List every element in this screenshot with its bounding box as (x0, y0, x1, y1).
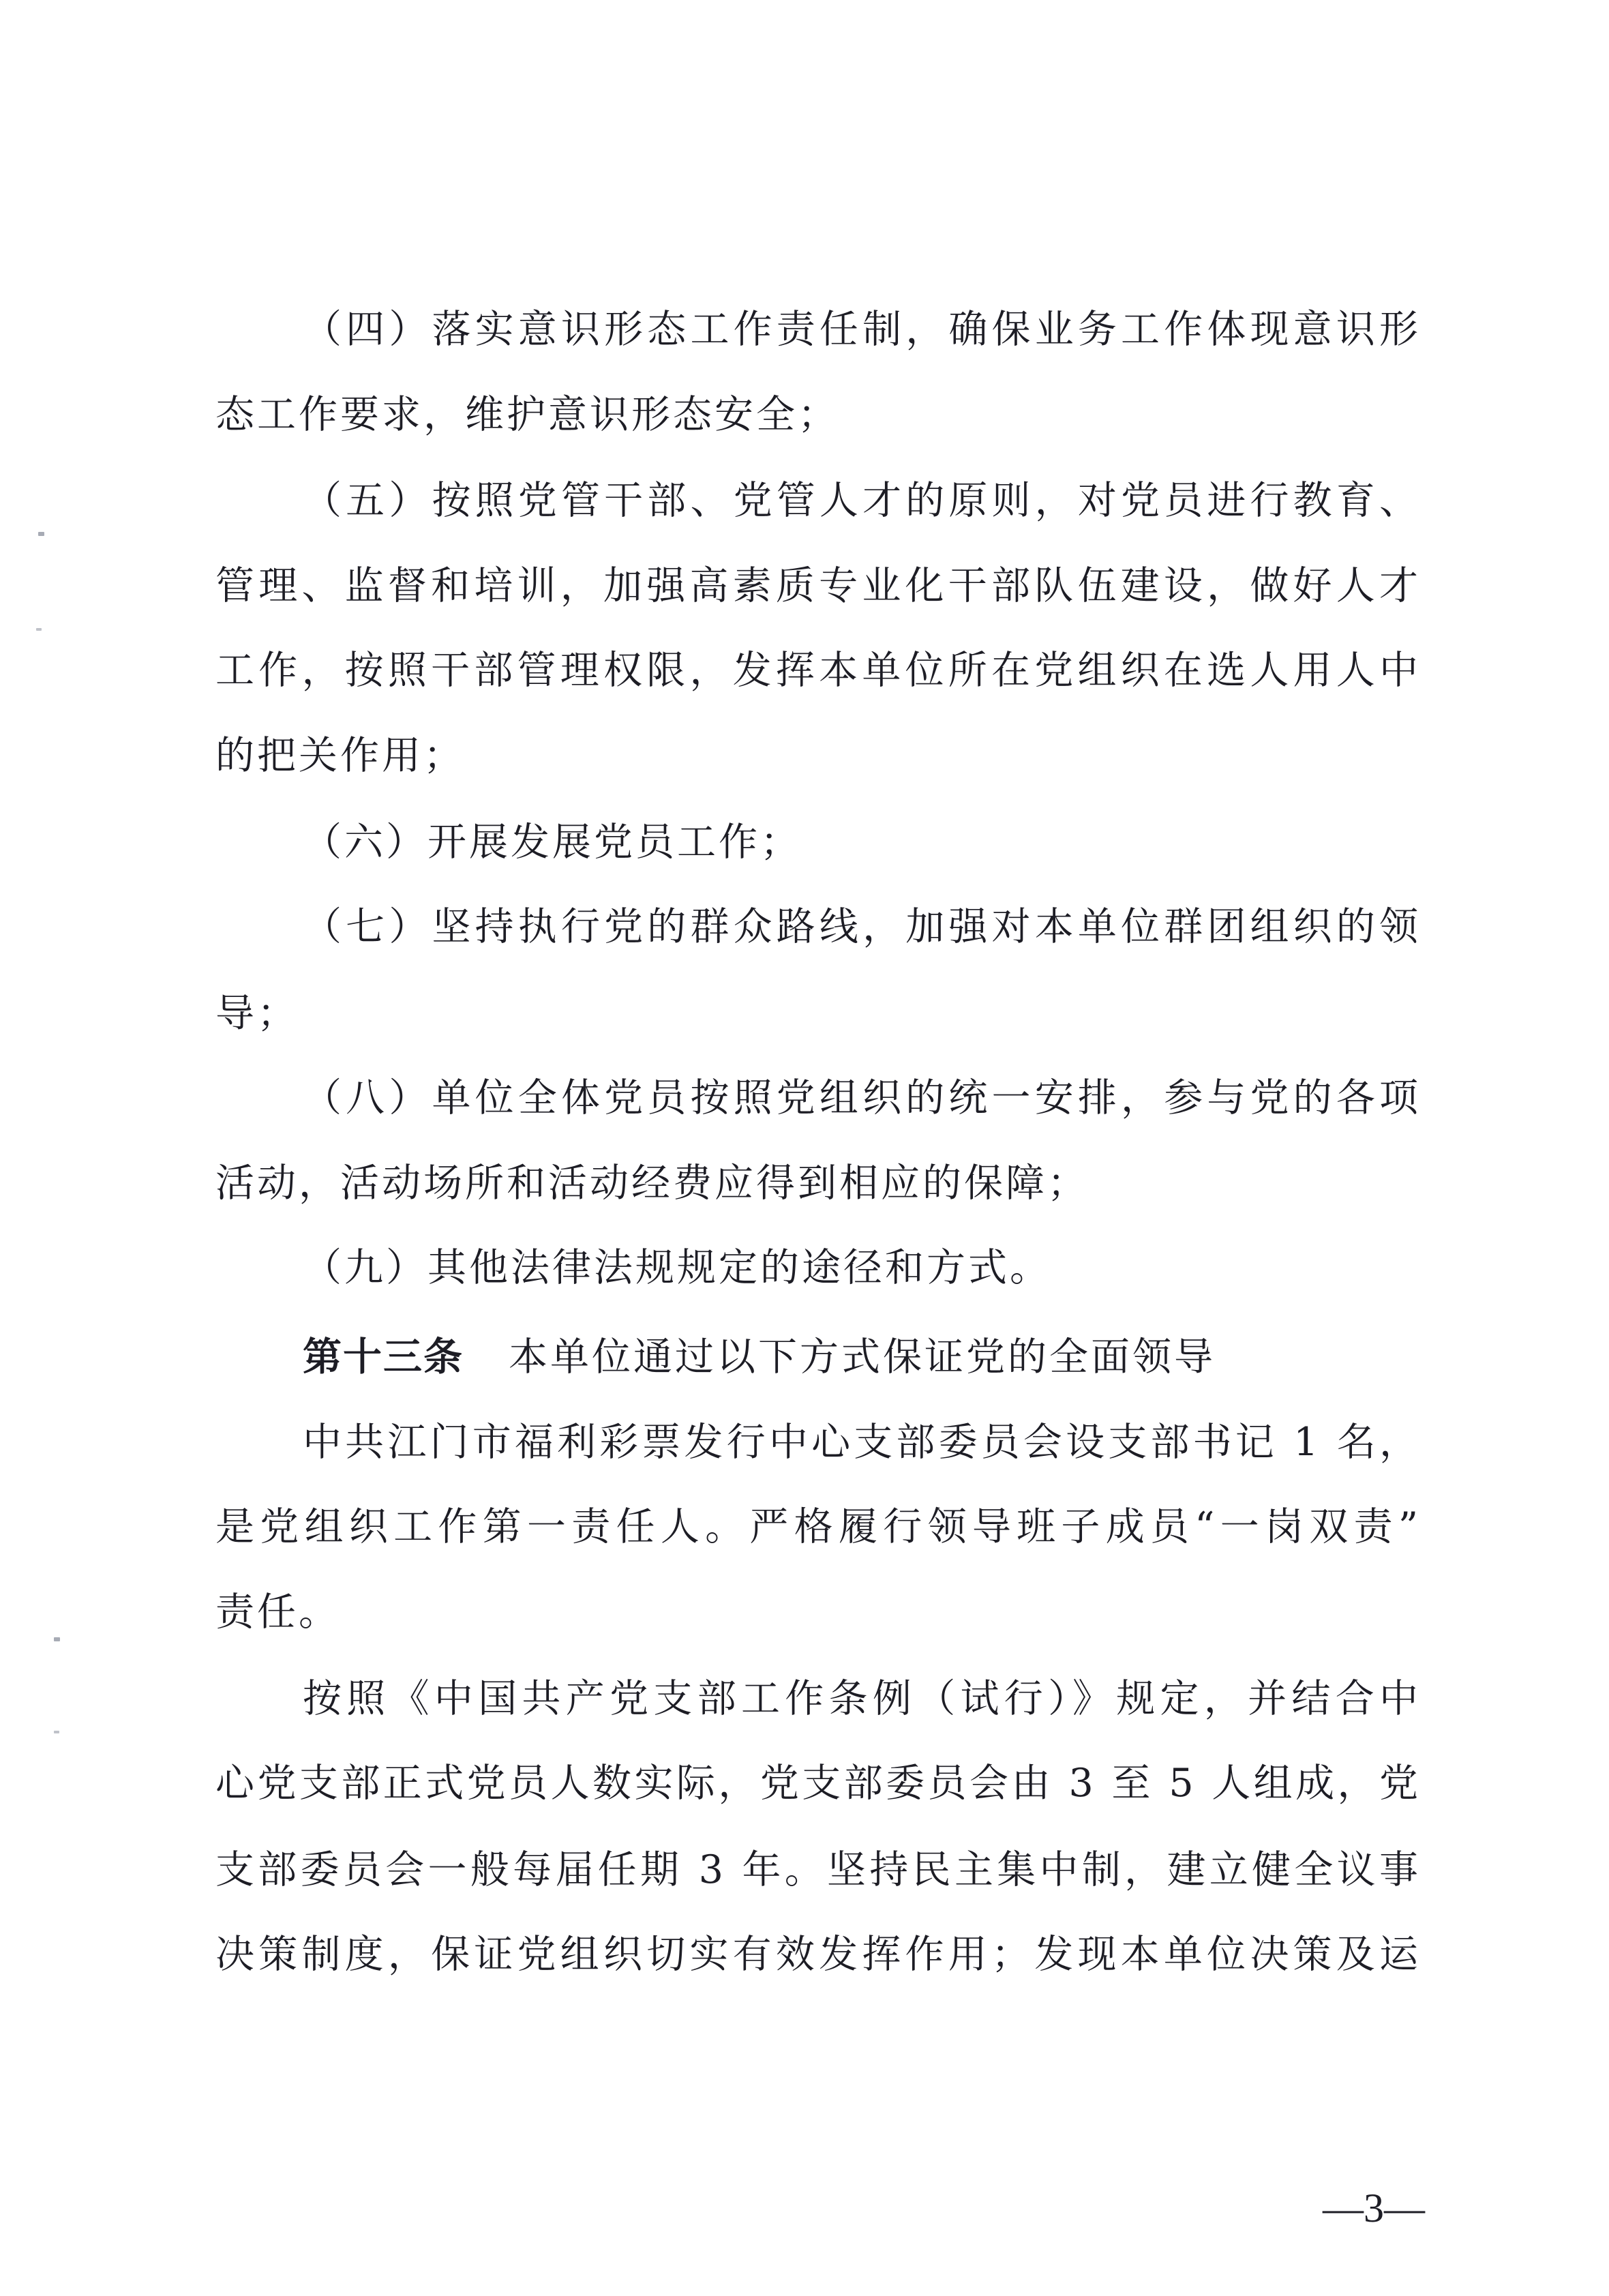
body-line: 的把关作用； (215, 733, 465, 778)
body-line: 工作，按照干部管理权限，发挥本单位所在党组织在选人用人中 (215, 648, 1421, 693)
body-line: 活动，活动场所和活动经费应得到相应的保障； (215, 1161, 1089, 1206)
body-line: 支部委员会一般每届任期 3 年。坚持民主集中制，建立健全议事 (215, 1847, 1421, 1892)
body-line: 按照《中国共产党支部工作条例（试行）》规定，并结合中 (303, 1676, 1421, 1721)
article-heading (303, 1330, 1421, 1384)
body-line: （六）开展发展党员工作； (303, 820, 802, 865)
body-line: （五）按照党管干部、党管人才的原则，对党员进行教育、 (303, 478, 1421, 523)
article-title: 本单位通过以下方式保证党的全面领导 (509, 1335, 1216, 1380)
binding-mark-bottom-1 (54, 1637, 60, 1641)
body-line: 责任。 (215, 1590, 340, 1635)
body-line: 是党组织工作第一责任人。严格履行领导班子成员“一岗双责” (215, 1504, 1421, 1549)
body-line: （八）单位全体党员按照党组织的统一安排，参与党的各项 (303, 1075, 1421, 1120)
body-line: 导； (215, 991, 299, 1036)
body-line: 态工作要求，维护意识形态安全； (215, 392, 839, 437)
article-label: 第十三条 (303, 1335, 464, 1380)
binding-mark-bottom-2 (54, 1731, 59, 1733)
body-line: 管理、监督和培训，加强高素质专业化干部队伍建设，做好人才 (215, 563, 1421, 608)
body-line: （九）其他法律法规规定的途径和方式。 (303, 1245, 1051, 1290)
body-line: （四）落实意识形态工作责任制，确保业务工作体现意识形 (303, 307, 1421, 352)
page-number: —3— (1323, 2186, 1425, 2231)
body-line: 决策制度，保证党组织切实有效发挥作用；发现本单位决策及运 (215, 1932, 1421, 1977)
body-line: 中共江门市福利彩票发行中心支部委员会设支部书记 1 名， (303, 1420, 1421, 1465)
binding-mark-top-2 (36, 628, 42, 631)
body-line: 心党支部正式党员人数实际，党支部委员会由 3 至 5 人组成，党 (215, 1761, 1421, 1806)
binding-mark-top-1 (38, 532, 44, 536)
body-line: （七）坚持执行党的群众路线，加强对本单位群团组织的领 (303, 904, 1421, 949)
